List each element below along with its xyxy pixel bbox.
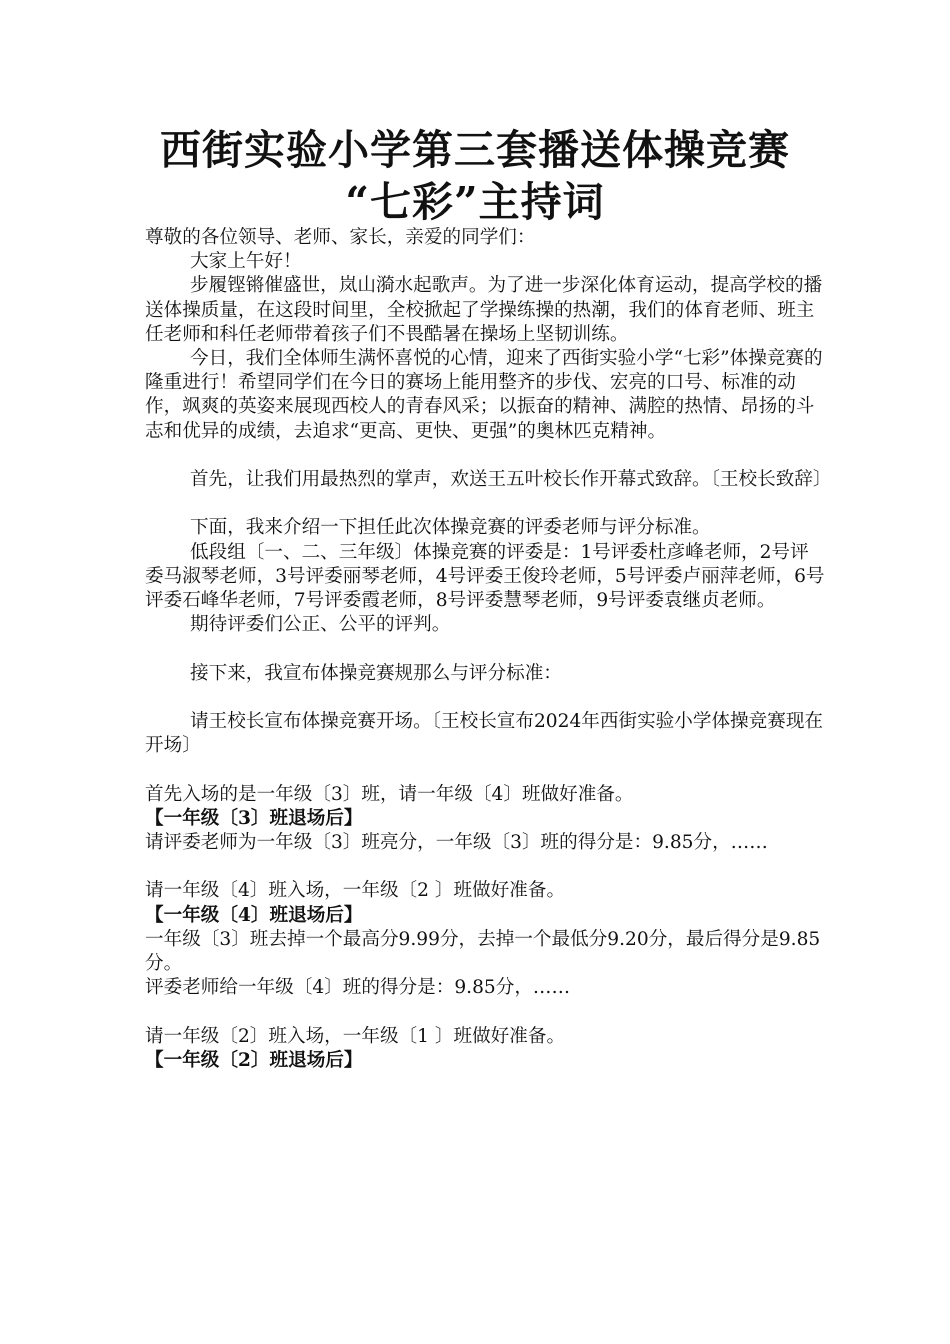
line-class-2-enter: 请一年级〔2〕班入场，一年级〔1 〕班做好准备。: [145, 1025, 566, 1047]
line-class-3-enter: 首先入场的是一年级〔3〕班，请一年级〔4〕班做好准备。: [145, 783, 634, 805]
spacer: [145, 855, 825, 879]
line-class-3-exit: 【一年级〔3〕班退场后】: [145, 807, 363, 829]
paragraph-rules: 接下来，我宣布体操竞赛规那么与评分标准：: [190, 662, 562, 684]
spacer: [145, 758, 825, 782]
paragraph-intro: 步履铿锵催盛世，岚山漪水起歌声。为了进一步深化体育运动，提高学校的播送体操质量，在这段时间里，全校掀起了学操练操的热潮，我们的体育老师、班主任老师和科任老师带着孩子们不畏酷暑在操场上坚韧训练。: [145, 275, 823, 345]
document-title-line-2: “七彩”主持词: [345, 178, 605, 226]
spacer: [145, 492, 825, 516]
greeting: 大家上午好！: [190, 251, 302, 273]
line-class-3-score: 请评委老师为一年级〔3〕班亮分，一年级〔3〕班的得分是：9.85分，……: [145, 832, 768, 853]
spacer: [145, 637, 825, 661]
paragraph-judges-list: 低段组〔一、二、三年级〕体操竞赛的评委是：1号评委杜彦峰老师，2号评委马淑琴老师，3号评委丽琴老师，4号评委王俊玲老师，5号评委卢丽萍老师，6号评委石峰华老师，7号评委霞老师，8号评委慧琴老师，9号评委袁继贞老师。: [145, 541, 825, 612]
spacer: [145, 1000, 825, 1024]
paragraph-judges-expectation: 期待评委们公正、公平的评判。: [190, 614, 451, 636]
spacer: [145, 444, 825, 468]
line-class-3-final-score: 一年级〔3〕班去掉一个最高分9.99分，去掉一个最低分9.20分，最后得分是9.85分。: [145, 928, 821, 974]
line-class-4-score: 评委老师给一年级〔4〕班的得分是：9.85分，……: [145, 977, 571, 999]
spacer: [145, 686, 825, 710]
document-title-line-1: 西街实验小学第三套播送体操竞赛: [160, 126, 790, 174]
paragraph-start: 请王校长宣布体操竞赛开场。〔王校长宣布2024年西街实验小学体操竞赛现在开场〕: [145, 711, 824, 757]
line-class-4-exit: 【一年级〔4〕班退场后】: [145, 904, 363, 926]
line-class-4-enter: 请一年级〔4〕班入场，一年级〔2 〕班做好准备。: [145, 880, 566, 902]
paragraph-today: 今日，我们全体师生满怀喜悦的心情，迎来了西街实验小学“七彩”体操竞赛的隆重进行！希望同学们在今日的赛场上能用整齐的步伐、宏亮的口号、标准的动作，飒爽的英姿来展现西校人的青春风采；以振奋的精神、满腔的热情、昂扬的斗志和优异的成绩，去追求“更高、更快、更强”的奥林匹克精神。: [145, 348, 823, 442]
paragraph-judges-intro: 下面，我来介绍一下担任此次体操竞赛的评委老师与评分标准。: [190, 517, 711, 539]
line-class-2-exit: 【一年级〔2〕班退场后】: [145, 1049, 363, 1071]
document-body: [145, 226, 832, 1073]
paragraph-opening-speech: 首先，让我们用最热烈的掌声，欢送王五叶校长作开幕式致辞。〔王校长致辞〕: [190, 469, 832, 491]
salutation: 尊敬的各位领导、老师、家长，亲爱的同学们：: [145, 227, 536, 248]
